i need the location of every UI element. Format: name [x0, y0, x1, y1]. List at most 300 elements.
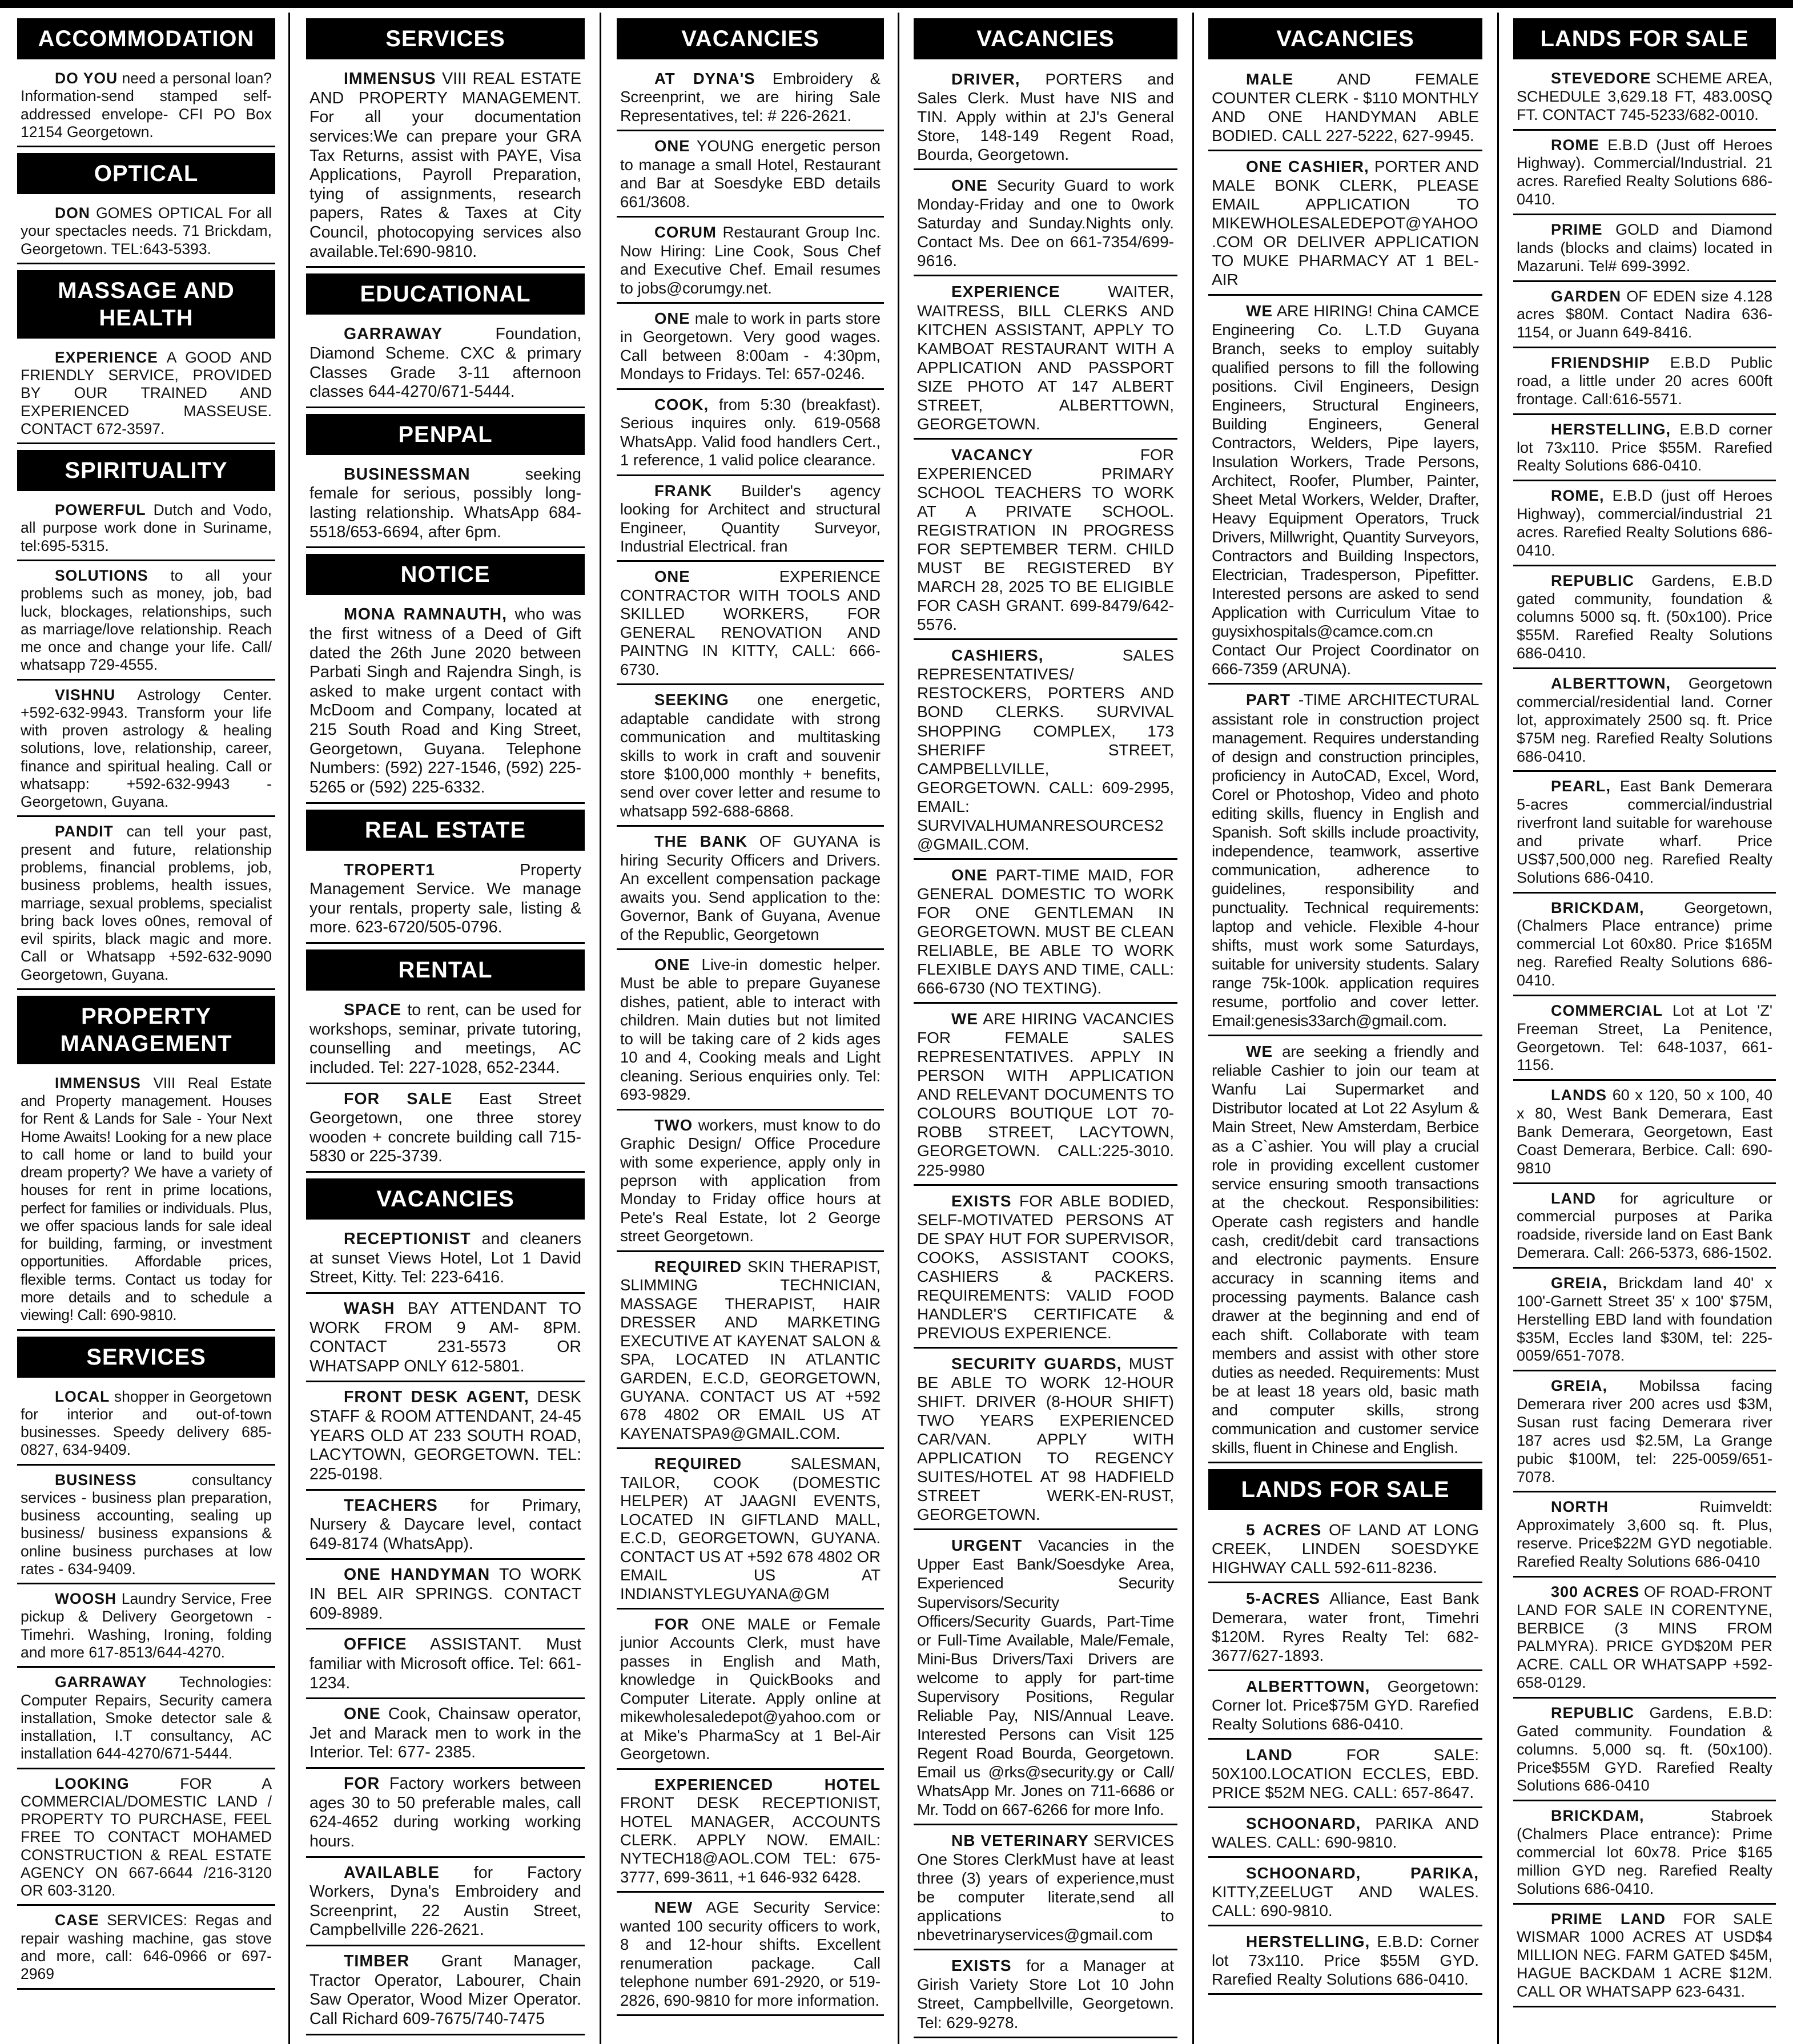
- ad-lead: ALBERTTOWN,: [1551, 675, 1671, 693]
- classified-ad: [306, 1090, 585, 1173]
- classified-ad: [17, 1912, 275, 1989]
- classified-ad: [17, 823, 275, 989]
- ad-lead: FRIENDSHIP: [1551, 354, 1650, 372]
- ad-text: E.B.D corner lot 73x110. Price $55M. Rarefied Realty Solutions 686-0410.: [1517, 420, 1772, 474]
- classified-ad: [617, 1615, 884, 1770]
- ad-text: Factory workers between ages 30 to 50 preferable males, call 624-4652 during working working hours.: [309, 1775, 581, 1850]
- ad-lead: PEARL,: [1551, 778, 1611, 795]
- ad-text: Builder's agency looking for Architect and structural Engineer, Quantity Surveyor, Industrial Electrical. fran: [620, 481, 881, 555]
- classified-ad: [1513, 1274, 1776, 1371]
- ad-text: can tell your past, present and future, relationship problems, financial problems, job, business problems, health issues, marriage, sexual problems, specialist bring back loves o0nes, removal of evil spirits, black magic and more. Call or Whatsapp +592-632-9090 Georgetown, Guyana.: [21, 823, 272, 983]
- ad-text: from 5:30 (breakfast). Serious inquires only. 619-0568 WhatsApp. Valid food handlers Cert., 1 reference, 1 valid police clearance.: [620, 395, 881, 469]
- ad-lead: NB VETERINARY: [951, 1832, 1089, 1850]
- ad-lead: BRICKDAM,: [1551, 899, 1645, 916]
- section-heading: RENTAL: [306, 949, 585, 991]
- ad-text: YOUNG energetic person to manage a small Hotel, Restaurant and Bar at Soesdyke EBD details 661/3608.: [620, 137, 881, 211]
- ad-text: are seeking a friendly and reliable Cashier to join our team at Wanfu Lai Supermarket and Distributor located at Lot 22 Asylum & Main Street, New Amsterdam, Berbice as a C`ashier. You will play a crucial role in providing excellent customer service ensuring smooth transactions at the checkout. Responsibilities: Operate cash registers and handle cash, credit/debit card transactions and electronic payments. Ensure accuracy in scanning items and processing payments. Balance cash drawer at the beginning and end of each shift. Collaborate with team members and assist with other store duties as needed. Requirements: Must be at least 18 years old, basic math and computer skills, strong communication and customer service skills, fluent in Chinese and English.: [1212, 1043, 1479, 1457]
- ad-text: SALESMAN, TAILOR, COOK (DOMESTIC HELPER) AT JAAGNI EVENTS, LOCATED IN GIFTLAND MALL, E.C.D, GEORGETOWN, GUYANA. CONTACT US AT +592 678 4802 OR EMAIL US AT INDIANSTYLEGUYANA@GM: [620, 1455, 881, 1603]
- ad-lead: ROME,: [1551, 487, 1605, 505]
- column-divider: [600, 13, 601, 2044]
- ad-text: workers, must know to do Graphic Design/ Office Procedure with some experience, apply only in peprson with application from Monday to Friday office hours at Pete's Real Estate, lot 2 George street Georgetown.: [620, 1116, 881, 1245]
- column-5: [1208, 13, 1482, 2044]
- column-6: [1513, 13, 1776, 2044]
- classified-ad: [306, 1566, 585, 1629]
- classified-ad: [617, 1258, 884, 1450]
- classified-ad: [1513, 1377, 1776, 1492]
- ad-text: E.B.D Public road, a little under 20 acres 600ft frontage. Call:616-5571.: [1517, 354, 1772, 408]
- ad-text: to all your problems such as money, job, bad luck, blockages, relationships, such as marriage/love relationship. Reach me once and change your life. Call/ whatsapp 729-4555.: [21, 566, 272, 674]
- ad-text: Ruimveldt: Approximately 3,600 sq. ft. Plus, reserve. Price$22M GYD negotiable. Rarefied Realty Solutions 686-0410: [1517, 1498, 1772, 1571]
- section-heading: SERVICES: [306, 18, 585, 59]
- ad-lead: COMMERCIAL: [1551, 1001, 1663, 1019]
- ad-text: FOR ABLE BODIED, SELF-MOTIVATED PERSONS AT DE SPAY HUT FOR SUPERVISOR, COOKS, ASSISTANT COOKS, CASHIERS & PACKERS. REQUIREMENTS: VALID FOOD HANDLER'S CERTIFICATE & PREVIOUS EXPERIENCE.: [917, 1192, 1174, 1342]
- ad-text: male to work in parts store in Georgetown. Very good wages. Call between 8:00am - 4:30pm, Mondays to Fridays. Tel: 657-0246.: [620, 309, 881, 383]
- ad-lead: LANDS: [1551, 1087, 1607, 1104]
- ad-text: EXPERIENCE CONTRACTOR WITH TOOLS AND SKILLED WORKERS, FOR GENERAL RENOVATION AND PAINTNG IN KITTY, CALL: 666-6730.: [620, 568, 881, 678]
- classified-ad: [617, 1455, 884, 1610]
- ad-text: shopper in Georgetown for interior and out-of-town businesses. Speedy delivery 685-0827, 634-9409.: [21, 1387, 272, 1459]
- classified-ad: [914, 1536, 1177, 1825]
- section-heading: PROPERTY MANAGEMENT: [17, 996, 275, 1064]
- classified-ad: [617, 223, 884, 304]
- ad-lead: ONE HANDYMAN: [344, 1566, 491, 1584]
- ad-text: E.B.D (just off Heroes Highway), commercial/industrial 21 acres. Rarefied Realty Solutions 686-0410.: [1517, 487, 1772, 559]
- classified-ad: [914, 1354, 1177, 1530]
- ad-lead: VISHNU: [55, 686, 116, 703]
- ad-lead: SCHOONARD,: [1246, 1814, 1361, 1832]
- classified-ad: [1513, 221, 1776, 282]
- ad-text: Mobilssa facing Demerara river 200 acres usd $3M, Susan rust facing Demerara river 187 acres usd $2.5M, La Grange pubic $100M, tel: 225-0059/651-7078.: [1517, 1377, 1772, 1486]
- ad-text: FOR SALE: 50X100.LOCATION ECCLES, EBD. PRICE $52M NEG. CALL: 657-8647.: [1212, 1745, 1479, 1801]
- classified-ad: [617, 1898, 884, 2016]
- ad-text: Alliance, East Bank Demerara, water front, Timehri $120M. Ryres Realty Tel: 682-3677/627-1893.: [1212, 1590, 1479, 1664]
- ad-lead: CASE: [55, 1912, 99, 1929]
- classified-ad: [306, 1230, 585, 1294]
- classified-ad: [617, 70, 884, 131]
- ad-text: Restaurant Group Inc. Now Hiring: Line Cook, Sous Chef and Executive Chef. Email resumes to jobs@corumgy.net.: [620, 223, 881, 297]
- classified-ad: [1208, 1932, 1482, 1995]
- ad-text: East Bank Demerara 5-acres commercial/industrial riverfront land suitable for warehouse and private wharf. Price US$7,500,000 neg. Rarefied Realty Solutions 686-0410.: [1517, 778, 1772, 886]
- ad-text: Brickdam land 40' x 100'-Garnett Street 35' x 100' $75M, Herstelling EBD land with foundation $35M, Eccles land $30M, tel: 225-0059/651-7078.: [1517, 1274, 1772, 1365]
- ad-text: -TIME ARCHITECTURAL assistant role in construction project management. Requires understanding of design and construction principles, proficiency in AutoCAD, Excel, Word, Corel or Photoshop, Video and photo editing skills, fluency in English and Spanish. Soft skills include proactivity, independence, teamwork, assertive communication, adherence to guidelines, responsibility and punctuality. Technical requirements: laptop and vehicle. Flexible 4-hour shifts, must work some Saturdays, suitable for university students. Salary range 75k-100k. application requires resume, portfolio and cover letter. Email:genesis33arch@gmail.com.: [1212, 691, 1479, 1030]
- classified-ad: [1513, 136, 1776, 215]
- ad-text: PORTERS and Sales Clerk. Must have NIS and TIN. Apply within at 2J's General Store, 148-149 Regent Road, Bourda, Georgetown.: [917, 70, 1175, 164]
- section-heading: NOTICE: [306, 554, 585, 595]
- classified-ad: [306, 1299, 585, 1383]
- ad-text: TO WORK IN BEL AIR SPRINGS. CONTACT 609-8989.: [309, 1566, 581, 1623]
- classified-ad: [1513, 1704, 1776, 1801]
- ad-lead: RECEPTIONIST: [344, 1230, 471, 1248]
- ad-lead: IMMENSUS: [344, 70, 436, 88]
- ad-text: Vacancies in the Upper East Bank/Soesdyke Area, Experienced Security Supervisors/Security Officers/Security Guards, Part-Time or Full-Time Available, Male/Female, Mini-Bus Drivers/Taxi Drivers are welcome to apply for part-time Supervisory Positions, Regular Reliable Pay, NIS/Annual Leave. Interested Persons can Visit 125 Regent Road Bourda, Georgetown. Email us @rks@security.gy or Call/ WhatsApp Mr. Jones on 711-6686 or Mr. Todd on 667-6266 for more Info.: [917, 1536, 1174, 1819]
- ad-text: E.B.D (Just off Heroes Highway). Commercial/Industrial. 21 acres. Rarefied Realty Solutions 686-0410.: [1517, 136, 1772, 208]
- ad-text: for a Manager at Girish Variety Store Lot 10 John Street, Campbellville, Georgetown. Tel: 629-9278.: [917, 1957, 1174, 2031]
- classified-ad: [17, 1388, 275, 1466]
- ad-text: who was the first witness of a Deed of Gift dated the 26th June 2020 between Parbati Singh and Rajendra Singh, is asked to make urgent contact with McDoom and Company, located at 215 South Road and King Street, Georgetown, Guyana. Telephone Numbers: (592) 227-1546, (592) 225-5265 or (592) 225-6332.: [309, 605, 581, 796]
- column-4: [914, 13, 1177, 2044]
- ad-text: Grant Manager, Tractor Operator, Labourer, Chain Saw Operator, Wood Mizer Operator. Call Richard 609-7675/740-7475: [309, 1952, 582, 2028]
- ad-text: SCHEME AREA, SCHEDULE 3,629.18 FT, 483.00SQ FT. CONTACT 745-5233/682-0010.: [1517, 70, 1772, 123]
- ad-text: OF EDEN size 4.128 acres $80M. Contact Nadira 636-1154, or Juann 649-8416.: [1517, 287, 1772, 341]
- ad-text: ARE HIRING VACANCIES FOR FEMALE SALES REPRESENTATIVES. APPLY IN PERSON WITH APPLICATION AND RELEVANT DOCUMENTS TO COLOURS BOUTIQUE LOT 70-ROBB STREET, LACYTOWN, GEORGETOWN. CALL:225-3010. 225-9980: [917, 1010, 1175, 1179]
- section-heading: VACANCIES: [1208, 18, 1482, 59]
- classified-ad: [1208, 1677, 1482, 1740]
- ad-lead: OFFICE: [344, 1635, 407, 1654]
- classified-ad: [1513, 421, 1776, 482]
- ad-lead: EXPERIENCE: [951, 283, 1060, 301]
- classified-ad: [617, 832, 884, 950]
- ad-lead: ONE: [654, 309, 690, 327]
- ad-text: one energetic, adaptable candidate with strong communication and multitasking skills to work in craft and souvenir store $100,000 monthly + benefits, send over cover letter and resume to whatsapp 592-688-6868.: [620, 691, 881, 820]
- classified-ad: [617, 568, 884, 685]
- classified-ad: [1208, 157, 1482, 295]
- column-1: [17, 13, 275, 2044]
- column-2: [306, 13, 585, 2044]
- ad-lead: WE: [951, 1010, 979, 1028]
- classified-ad: [17, 567, 275, 681]
- ad-lead: 300 ACRES: [1551, 1583, 1640, 1600]
- classified-ad: [17, 70, 275, 147]
- section-heading: VACANCIES: [306, 1178, 585, 1220]
- ad-lead: ONE: [951, 176, 988, 195]
- ad-lead: FOR: [654, 1615, 690, 1633]
- section-heading: REAL ESTATE: [306, 810, 585, 851]
- ad-lead: REPUBLIC: [1551, 1704, 1635, 1722]
- ad-text: Dutch and Vodo, all purpose work done in Suriname, tel:695-5315.: [21, 501, 272, 554]
- classified-ad: [1513, 899, 1776, 996]
- ad-lead: PRIME LAND: [1551, 1910, 1666, 1928]
- ad-lead: COOK,: [654, 395, 709, 413]
- classified-ad: [17, 686, 275, 818]
- classified-ad: [617, 482, 884, 562]
- ad-lead: SEEKING: [654, 691, 729, 709]
- classified-ad: [17, 1075, 275, 1331]
- ad-text: to rent, can be used for workshops, seminar, private tutoring, counselling and meetings, AC included. Tel: 227-1028, 652-2344.: [309, 1001, 581, 1077]
- ad-lead: ONE: [344, 1705, 381, 1724]
- classified-ad: [1513, 1807, 1776, 1904]
- classified-ad: [306, 1388, 585, 1490]
- classified-ad: [306, 605, 585, 803]
- classified-ad: [617, 1776, 884, 1893]
- ad-text: AGE Security Service: wanted 100 security officers to work, 8 and 12-hour shifts. Excellent renumeration package. Call telephone number 691-2920, or 519-2826, 690-9810 for more information.: [620, 1898, 881, 2009]
- classified-ad: [306, 861, 585, 944]
- classified-ad: [1513, 354, 1776, 415]
- classified-ad: [1208, 1520, 1482, 1583]
- ad-text: Technologies: Computer Repairs, Security camera installation, Smoke detector sale & installation, I.T consultancy, AC installation 644-4270/671-5444.: [21, 1673, 272, 1763]
- ad-text: seeking female for serious, possibly long-lasting relationship. WhatsApp 684-5518/653-6694, after 6pm.: [309, 465, 581, 541]
- classified-ad: [1208, 1589, 1482, 1671]
- column-divider: [898, 13, 899, 2044]
- ad-lead: EXISTS: [951, 1957, 1012, 1975]
- ad-lead: CORUM: [654, 223, 717, 242]
- ad-lead: GARRAWAY: [344, 325, 443, 344]
- classified-ad: [306, 1952, 585, 2035]
- ad-lead: URGENT: [951, 1536, 1023, 1555]
- ad-text: Georgetown: Corner lot. Price$75M GYD. Rarefied Realty Solutions 686-0410.: [1212, 1677, 1479, 1733]
- ad-text: East Street Georgetown, one three storey wooden + concrete building call 715-5830 or 225-3739.: [309, 1089, 582, 1166]
- ad-text: GOMES OPTICAL For all your spectacles needs. 71 Brickdam, Georgetown. TEL:643-5393.: [21, 204, 272, 257]
- ad-lead: FRANK: [654, 481, 713, 500]
- ad-lead: GARDEN: [1551, 287, 1622, 305]
- section-heading: SPIRITUALITY: [17, 450, 275, 491]
- ad-lead: TROPERT1: [344, 860, 436, 879]
- ad-lead: 5-ACRES: [1246, 1590, 1320, 1608]
- classified-ad: [17, 1673, 275, 1769]
- classified-ad: [1208, 301, 1482, 685]
- classified-ad: [1513, 572, 1776, 669]
- section-heading: LANDS FOR SALE: [1208, 1469, 1482, 1510]
- classified-ad: [617, 309, 884, 390]
- classified-ad: [617, 1116, 884, 1252]
- ad-lead: PRIME: [1551, 221, 1603, 239]
- ad-lead: SCHOONARD, PARIKA,: [1246, 1864, 1479, 1882]
- classified-ad: [914, 1009, 1177, 1185]
- ad-lead: 5 ACRES: [1246, 1521, 1322, 1539]
- classified-ad: [1513, 675, 1776, 772]
- ad-text: OF GUYANA is hiring Security Officers and Drivers. An excellent compensation package awaits you. Send application to the: Governor, Bank of Guyana, Avenue of the Republic, Georgetown: [620, 832, 881, 943]
- ad-lead: ALBERTTOWN,: [1246, 1677, 1370, 1695]
- ad-lead: ONE: [654, 137, 690, 155]
- classified-ad: [306, 1864, 585, 1947]
- ad-text: Lot at Lot 'Z' Freeman Street, La Penitence, Georgetown. Tel: 648-1037, 661-1156.: [1517, 1001, 1772, 1074]
- ad-text: PART-TIME MAID, FOR GENERAL DOMESTIC TO WORK FOR ONE GENTLEMAN IN GEORGETOWN. MUST BE CLEAN RELIABLE, BE ABLE TO WORK FLEXIBLE DAYS AND TIME, CALL: 666-6730 (NO TEXTING).: [917, 866, 1175, 997]
- ad-lead: TWO: [654, 1116, 693, 1134]
- ad-text: SERVICES: Regas and repair washing machine, gas stove and more, call: 646-0966 or 697-2969: [21, 1912, 272, 1983]
- ad-lead: REPUBLIC: [1551, 572, 1635, 589]
- ad-lead: DO YOU: [55, 70, 118, 87]
- classified-ad: [306, 70, 585, 268]
- ad-text: FOR A COMMERCIAL/DOMESTIC LAND / PROPERTY TO PURCHASE, FEEL FREE TO CONTACT MOHAMED CONSTRUCTION & REAL ESTATE AGENCY ON 667-6644 /216-3120 OR 603-3120.: [21, 1775, 272, 1900]
- classified-ad: [306, 1775, 585, 1858]
- classified-ad: [914, 1192, 1177, 1349]
- classified-ad: [1208, 1042, 1482, 1463]
- ad-text: Gardens, E.B.D: Gated community. Foundation & columns. 5,000 sq. ft. (50x100). Price$55M GYD. Rarefied Realty Solutions 686-0410: [1517, 1704, 1772, 1794]
- ad-text: FOR SALE WISMAR 1000 ACRES AT USD$4 MILLION NEG. FARM GATED $45M, HAGUE BACKDAM 1 ACRE $12M. CALL OR WHATSAPP 623-6431.: [1517, 1910, 1772, 2001]
- ad-text: A GOOD AND FRIENDLY SERVICE, PROVIDED BY OUR TRAINED AND EXPERIENCED MASSEUSE. CONTACT 672-3597.: [21, 348, 272, 437]
- classified-ad: [617, 396, 884, 476]
- classified-ad: [306, 325, 585, 408]
- ad-lead: SOLUTIONS: [55, 566, 148, 584]
- ad-text: SALES REPRESENTATIVES/ RESTOCKERS, PORTERS AND BOND CLERKS. SURVIVAL SHOPPING COMPLEX, 173 SHERIFF STREET, CAMPBELLVILLE, GEORGETOWN. CALL: 609-2995, EMAIL: SURVIVALHUMANRESOURCES2@GMAIL.COM.: [917, 646, 1174, 853]
- ad-text: VIII REAL ESTATE AND PROPERTY MANAGEMENT. For all your documentation services:We can prepare your GRA Tax Returns, assist with PAYE, Visa Applications, Payroll Preparation, tying of assignments, research papers, Rates & Taxes at City Council, photocopying services also available.Tel:690-9810.: [309, 70, 581, 261]
- ad-lead: ONE: [654, 956, 690, 974]
- ad-text: MUST BE ABLE TO WORK 12-HOUR SHIFT. DRIVER (8-HOUR SHIFT) TWO YEARS EXPERIENCED CAR/VAN. APPLY WITH APPLICATION TO REGENCY SUITES/HOTEL AT 98 HADFIELD STREET WERK-EN-RUST, GEORGETOWN.: [917, 1354, 1175, 1524]
- classified-ad: [1208, 1864, 1482, 1926]
- ad-lead: LAND: [1551, 1189, 1596, 1207]
- ad-text: Astrology Center. +592-632-9943. Transform your life with proven astrology & healing solutions, love, relationship, career, finance and spiritual healing. Call or whatsapp: +592-632-9943 - Georgetown, Guyana.: [21, 686, 272, 811]
- ad-text: FOR EXPERIENCED PRIMARY SCHOOL TEACHERS TO WORK AT A PRIVATE SCHOOL. REGISTRATION IN PROGRESS FOR SEPTEMBER TERM. CHILD MUST BE REGISTERED BY MARCH 28, 2025 TO BE ELIGIBLE FOR CASH GRANT. 699-8479/642-5576.: [917, 445, 1174, 634]
- classified-ad: [306, 1496, 585, 1560]
- ad-lead: TEACHERS: [344, 1496, 438, 1515]
- ad-lead: LOOKING: [55, 1775, 130, 1792]
- ad-lead: WE: [1246, 1043, 1273, 1061]
- ad-text: PARIKA AND WALES. CALL: 690-9810.: [1212, 1814, 1479, 1851]
- ad-text: Live-in domestic helper. Must be able to prepare Guyanese dishes, patient, able to interact with children. Main duties but not limited to will be taking care of 2 kids ages 10 and 4, Cooking meals and Light cleaning. Serious enquiries only. Tel: 693-9829.: [620, 956, 881, 1104]
- ad-lead: DON: [55, 204, 90, 222]
- section-heading: OPTICAL: [17, 153, 275, 194]
- ad-text: PORTER AND MALE BONK CLERK, PLEASE EMAIL APPLICATION TO MIKEWHOLESALEDEPOT@YAHOO.COM OR DELIVER APPLICATION TO MUKE PHARMACY AT 1 BEL-AIR: [1212, 158, 1480, 289]
- section-heading: SERVICES: [17, 1337, 275, 1378]
- classified-ad: [914, 176, 1177, 276]
- ad-text: GOLD and Diamond lands (blocks and claims) located in Mazaruni. Tel# 699-3992.: [1517, 221, 1772, 275]
- ad-lead: BUSINESSMAN: [344, 465, 471, 484]
- ad-lead: IMMENSUS: [55, 1074, 141, 1092]
- ad-text: OF ROAD-FRONT LAND FOR SALE IN CORENTYNE, BERBICE (3 MINS FROM PALMYRA). PRICE GYD$20M PER ACRE. CALL OR WHATSAPP +592-658-0129.: [1517, 1583, 1772, 1692]
- ad-lead: FOR SALE: [344, 1089, 453, 1108]
- ad-lead: REQUIRED: [654, 1455, 742, 1473]
- ad-text: SERVICES One Stores ClerkMust have at least three (3) years of experience,must be computer literate,send all applications to nbevetrinaryservices@gmail.com: [917, 1832, 1174, 1944]
- ad-lead: CASHIERS,: [951, 646, 1044, 665]
- ad-lead: FRONT DESK AGENT,: [344, 1388, 529, 1407]
- ad-lead: FOR: [344, 1775, 380, 1793]
- classified-ad: [1208, 70, 1482, 151]
- classified-ad: [1513, 1087, 1776, 1184]
- ad-text: Foundation, Diamond Scheme. CXC & primary Classes Grade 3-11 afternoon classes 644-4270/671-5444.: [309, 325, 581, 401]
- section-heading: EDUCATIONAL: [306, 273, 585, 315]
- classified-ad: [914, 1831, 1177, 1950]
- classified-ad: [17, 1471, 275, 1585]
- ad-text: AND FEMALE COUNTER CLERK - $110 MONTHLY AND ONE HANDYMAN ABLE BODIED. CALL 227-5222, 627-9945.: [1212, 70, 1479, 145]
- section-heading: VACANCIES: [914, 18, 1177, 59]
- ad-lead: HERSTELLING,: [1246, 1933, 1370, 1951]
- ad-lead: GREIA,: [1551, 1377, 1608, 1395]
- ad-lead: PART: [1246, 691, 1291, 709]
- classified-ad: [1513, 1583, 1776, 1699]
- ad-lead: THE BANK: [654, 832, 748, 851]
- ad-lead: DRIVER,: [951, 70, 1020, 88]
- ad-text: ARE HIRING! China CAMCE Engineering Co. L.T.D Guyana Branch, seeks to employ suitably qualified persons to fill the following positions. Civil Engineers, Design Engineers, Structural Engineers, Building Engineers, General Contractors, Welders, Pipe layers, Insulation Workers, Trade Persons, Architect, Roofer, Plumber, Painter, Sheet Metal Workers, Welder, Drafter, Heavy Equipment Operators, Truck Drivers, Millwright, Quantity Surveyors, Contractors and Building Inspectors, Electrician, Tradesperson, Pipefitter. Interested persons are asked to send Application with Curriculum Vitae to guysixhospitals@camce.com.cn Contact Our Project Coordinator on 666-7359 (ARUNA).: [1212, 301, 1479, 678]
- classified-ad: [914, 445, 1177, 640]
- classified-ad: [914, 1956, 1177, 2038]
- ad-text: Gardens, E.B.D gated community, foundation & columns 5000 sq. ft. (50x100). Price $55M. Rarefied Realty Solutions 686-0410.: [1517, 572, 1772, 662]
- ad-lead: SPACE: [344, 1001, 402, 1019]
- classified-ad: [1513, 1910, 1776, 2007]
- section-heading: MASSAGE AND HEALTH: [17, 270, 275, 339]
- ad-text: Georgetown commercial/residential land. Corner lot, approximately 2500 sq. ft. Price $75M neg. Rarefied Realty Solutions 686-0410.: [1517, 675, 1772, 765]
- classified-ad: [1513, 1498, 1776, 1577]
- ad-text: consultancy services - business plan preparation, business accounting, sealing up business/ business expansions & online business purchases at low rates - 634-9409.: [21, 1471, 272, 1578]
- ad-lead: AT DYNA'S: [654, 70, 755, 87]
- ad-lead: LOCAL: [55, 1387, 110, 1405]
- classified-ad: [17, 1590, 275, 1668]
- section-heading: ACCOMMODATION: [17, 18, 275, 59]
- ad-lead: EXISTS: [951, 1192, 1012, 1210]
- classified-ad: [1513, 1002, 1776, 1081]
- ad-text: Georgetown, (Chalmers Place entrance) prime commercial Lot 60x80. Price $165M neg. Rarefied Realty Solutions 686-0410.: [1517, 899, 1772, 989]
- classified-ad: [914, 282, 1177, 439]
- ad-lead: ONE: [654, 568, 690, 586]
- ad-lead: EXPERIENCED HOTEL: [654, 1775, 881, 1793]
- classified-ad: [1513, 778, 1776, 893]
- section-heading: VACANCIES: [617, 18, 884, 59]
- ad-lead: NORTH: [1551, 1498, 1609, 1516]
- ad-text: Laundry Service, Free pickup & Delivery Georgetown - Timehri. Washing, Ironing, folding and more 617-8513/644-4270.: [21, 1590, 272, 1661]
- ad-text: ONE MALE or Female junior Accounts Clerk, must have passes in English and Math, knowledge in QuickBooks and Computer Literate. Apply online at mikewholesaledepot@yahoo.com or at Mike's PharmaScy at 1 Bel-Air Georgetown.: [620, 1615, 881, 1763]
- ad-text: Property Management Service. We manage your rentals, property sale, listing & more. 623-6720/505-0796.: [309, 860, 581, 937]
- ad-lead: LAND: [1246, 1745, 1293, 1764]
- classified-ad: [306, 1705, 585, 1769]
- classified-ad: [17, 1775, 275, 1906]
- classified-ad: [914, 866, 1177, 1004]
- ad-lead: POWERFUL: [55, 501, 146, 519]
- classified-ad: [306, 1635, 585, 1699]
- ad-lead: ROME: [1551, 136, 1599, 154]
- ad-lead: HERSTELLING,: [1551, 420, 1671, 438]
- classified-ad: [1208, 690, 1482, 1036]
- classified-ad: [1513, 288, 1776, 349]
- ad-lead: NEW: [654, 1898, 693, 1917]
- ad-lead: REQUIRED: [654, 1257, 742, 1276]
- ad-lead: BRICKDAM,: [1551, 1807, 1645, 1825]
- classified-ad: [914, 70, 1177, 170]
- ad-lead: GARRAWAY: [55, 1673, 147, 1691]
- classified-ad: [306, 465, 585, 549]
- classified-ad: [17, 501, 275, 561]
- ad-lead: ONE: [951, 866, 988, 884]
- ad-text: SKIN THERAPIST, SLIMMING TECHNICIAN, MASSAGE THERAPIST, HAIR DRESSER AND MARKETING EXECUTIVE AT KAYENAT SALON & SPA, LOCATED IN ATLANTIC GARDEN, E.C.D, GEORGETOWN, GUYANA. CONTACT US AT +592 678 4802 OR EMAIL US AT KAYENATSPA9@GMAIL.COM.: [620, 1257, 881, 1442]
- column-divider: [1497, 13, 1499, 2044]
- classified-ad: [17, 204, 275, 264]
- top-rule: [0, 0, 1793, 8]
- ad-text: BAY ATTENDANT TO WORK FROM 9 AM- 8PM. CONTACT 231-5573 OR WHATSAPP ONLY 612-5801.: [309, 1299, 581, 1375]
- classified-ad: [617, 956, 884, 1110]
- ad-text: 60 x 120, 50 x 100, 40 x 80, West Bank Demerara, East Bank Demerara, Georgetown, East Coast Demerara, Berbice. Call: 690-9810: [1517, 1087, 1772, 1177]
- ad-text: need a personal loan? Information-send stamped self-addressed envelope- CFI PO Box 12154 Georgetown.: [21, 70, 272, 140]
- ad-text: Cook, Chainsaw operator, Jet and Marack men to work in the Interior. Tel: 677- 2385.: [309, 1705, 581, 1762]
- ad-lead: MALE: [1246, 70, 1294, 88]
- ad-lead: WOOSH: [55, 1590, 117, 1608]
- classified-ad: [1208, 1745, 1482, 1808]
- ad-text: FRONT DESK RECEPTIONIST, HOTEL MANAGER, ACCOUNTS CLERK. APPLY NOW. EMAIL: NYTECH18@AOL.COM TEL: 675-3777, 699-3611, +1 646-932 6428.: [620, 1794, 881, 1886]
- ad-text: DESK STAFF & ROOM ATTENDANT, 24-45 YEARS OLD AT 233 SOUTH ROAD, LACYTOWN, GEORGETOWN. TEL: 225-0198.: [309, 1388, 581, 1483]
- ad-lead: MONA RAMNAUTH,: [344, 605, 508, 624]
- ad-text: Embroidery & Screenprint, we are hiring Sale Representatives, tel: # 226-2621.: [620, 70, 881, 124]
- ad-lead: STEVEDORE: [1551, 70, 1651, 87]
- ad-text: for agriculture or commercial purposes at Parika roadside, riverside land on East Bank Demerara. Call: 266-5373, 686-1502.: [1517, 1189, 1772, 1262]
- classified-ad: [1208, 1814, 1482, 1858]
- column-3: [617, 13, 884, 2044]
- ad-text: VIII Real Estate and Property management. Houses for Rent & Lands for Sale - Your Next Home Awaits! Looking for a new place to call home or land to build your dream property? We have a variety of houses for rent in prime locations, perfect for families or individuals. Plus, we offer spacious lands for sale ideal for building, farming, or investment opportunities. Affordable prices, flexible terms. Contact us today for more details and to schedule a viewing! Call: 690-9810.: [21, 1074, 272, 1324]
- ad-text: for Primary, Nursery & Daycare level, contact 649-8174 (WhatsApp).: [309, 1496, 581, 1553]
- ad-text: and cleaners at sunset Views Hotel, Lot 1 David Street, Kitty. Tel: 223-6416.: [309, 1230, 581, 1287]
- ad-text: Security Guard to work Monday-Friday and one to 0work Saturday and Sunday.Nights only. Contact Ms. Dee on 661-7354/699-9616.: [917, 176, 1174, 270]
- ad-lead: WE: [1246, 301, 1273, 320]
- ad-text: OF LAND AT LONG CREEK, LINDEN SOESDYKE HIGHWAY CALL 592-611-8236.: [1212, 1521, 1480, 1577]
- classified-ad: [1513, 70, 1776, 131]
- classified-ad: [1513, 1190, 1776, 1269]
- ad-lead: TIMBER: [344, 1952, 410, 1970]
- ad-lead: BUSINESS: [55, 1471, 137, 1488]
- classified-ad: [1513, 487, 1776, 566]
- ad-lead: WASH: [344, 1299, 395, 1318]
- ad-lead: EXPERIENCE: [55, 348, 158, 366]
- ad-lead: VACANCY: [951, 445, 1034, 464]
- classified-ad: [617, 691, 884, 827]
- ad-lead: ONE CASHIER,: [1246, 158, 1369, 176]
- classified-ad: [914, 646, 1177, 860]
- ad-text: WAITER, WAITRESS, BILL CLERKS AND KITCHEN ASSISTANT, APPLY TO KAMBOAT RESTAURANT WITH A APPLICATION AND PASSPORT SIZE PHOTO AT 147 ALBERT STREET, ALBERTTOWN, GEORGETOWN.: [917, 283, 1174, 433]
- ad-lead: PANDIT: [55, 823, 114, 840]
- ad-text: for Factory Workers, Dyna's Embroidery and Screenprint, 22 Austin Street, Campbellville 226-2621.: [309, 1863, 582, 1940]
- ad-text: ASSISTANT. Must familiar with Microsoft office. Tel: 661-1234.: [309, 1635, 581, 1692]
- ad-lead: SECURITY GUARDS,: [951, 1354, 1122, 1373]
- classified-ad: [306, 1001, 585, 1084]
- ad-lead: GREIA,: [1551, 1274, 1608, 1291]
- classified-ad: [617, 137, 884, 218]
- ad-text: KITTY,ZEELUGT AND WALES. CALL: 690-9810.: [1212, 1883, 1479, 1920]
- ad-text: Stabroek (Chalmers Place entrance): Prime commercial lot 60x78. Price $165 million GYD neg. Rarefied Realty Solutions 686-0410.: [1517, 1807, 1772, 1897]
- column-divider: [288, 13, 290, 2044]
